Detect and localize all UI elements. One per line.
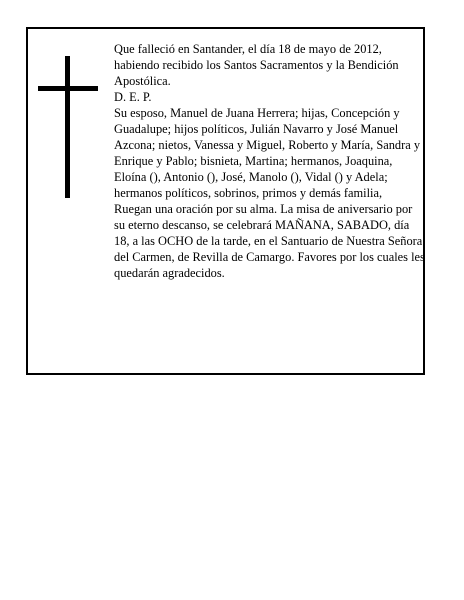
cross-horizontal-bar [38, 86, 98, 91]
cross-icon [38, 56, 98, 198]
obituary-text [114, 41, 426, 281]
cross-vertical-bar [65, 56, 70, 198]
death-announcement: Que falleció en Santander, el día 18 de mayo de 2012, habiendo recibido los Santos Sacramentos y la Bendición Apostólica. [114, 42, 399, 88]
obituary-notice [26, 27, 425, 375]
rest-in-peace: D. E. P. [114, 90, 152, 104]
family-list: Su esposo, Manuel de Juana Herrera; hijas, Concepción y Guadalupe; hijos políticos, Julián Navarro y José Manuel Azcona; nietos, Vanessa y Miguel, Roberto y María, Sandra y Enrique y Pablo; bisnieta, Martina; hermanos, Joaquina, Eloína (), Antonio (), José, Manolo (), Vidal () y Adela; hermanos políticos, sobrinos, primos y demás familia, [114, 106, 421, 200]
mass-announcement: Ruegan una oración por su alma. La misa de aniversario por su eterno descanso, se celebrará MAÑANA, SABADO, día 18, a las OCHO de la tarde, en el Santuario de Nuestra Señora del Carmen, de Revilla de Camargo. Favores por los cuales les quedarán agradecidos. [114, 202, 425, 280]
